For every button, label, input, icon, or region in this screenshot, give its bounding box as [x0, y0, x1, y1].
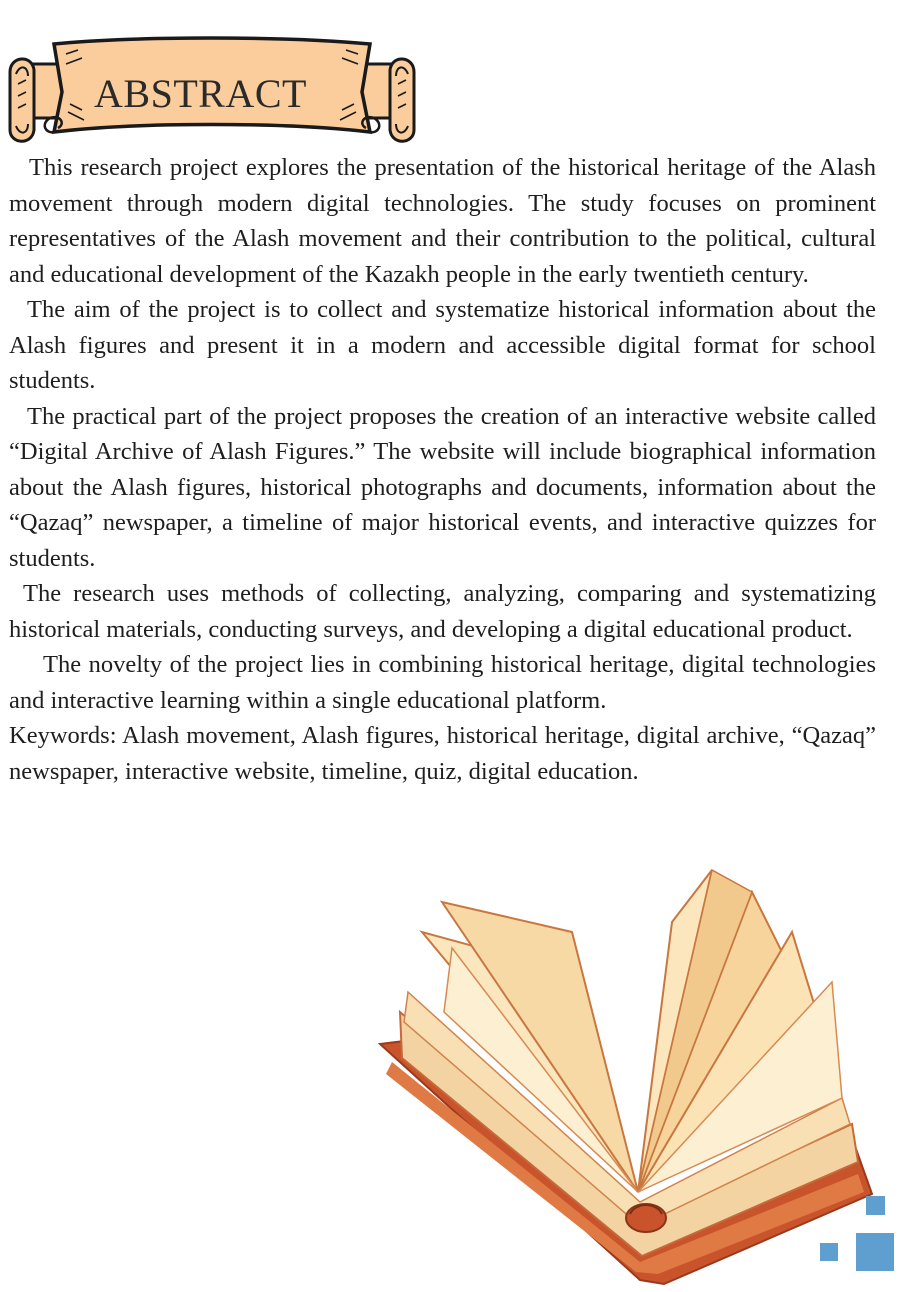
- paragraph-aim: The aim of the project is to collect and systematize historical information about the Alash figures and present it in a modern and accessible digital format for school students.: [9, 296, 876, 394]
- page-title: ABSTRACT: [94, 71, 307, 116]
- paragraph-novelty: The novelty of the project lies in combining historical heritage, digital technologies and interactive learning within a single educational platform.: [9, 651, 876, 714]
- paragraph-keywords: Keywords: Alash movement, Alash figures, historical heritage, digital archive, “Qazaq” newspaper, interactive website, timeline, quiz, digital education.: [9, 722, 876, 785]
- open-book-icon: [372, 862, 882, 1287]
- abstract-banner: [6, 34, 418, 146]
- decor-square-large: [856, 1233, 894, 1271]
- abstract-body: [9, 150, 876, 789]
- decor-square-small: [820, 1243, 838, 1261]
- decor-square-top: [866, 1196, 885, 1215]
- paragraph-methods: The research uses methods of collecting, analyzing, comparing and systematizing historical materials, conducting surveys, and developing a digital educational product.: [9, 580, 876, 643]
- paragraph-overview: This research project explores the presentation of the historical heritage of the Alash movement through modern digital technologies. The study focuses on prominent representatives of the Alash movement and their contribution to the political, cultural and educational development of the Kazakh people in the early twentieth century.: [9, 154, 876, 288]
- paragraph-practical-part: The practical part of the project proposes the creation of an interactive website called “Digital Archive of Alash Figures.” The website will include biographical information about the Alash figures, historical photographs and documents, information about the “Qazaq” newspaper, a timeline of major historical events, and interactive quizzes for students.: [9, 402, 876, 572]
